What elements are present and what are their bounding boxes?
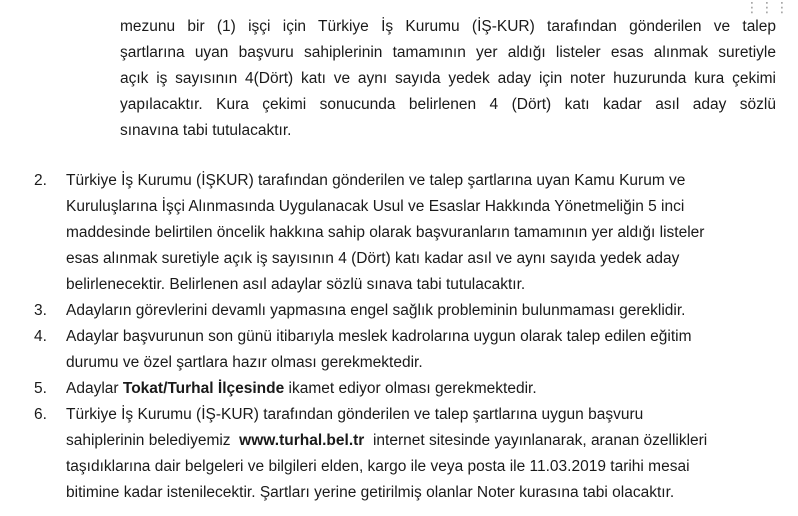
item-text — [66, 298, 780, 324]
text-line — [66, 376, 780, 402]
item-text — [66, 376, 780, 402]
text-line: maddesinde belirtilen öncelik hakkına sahip olarak başvuranların tamamının yer aldığı listeler — [66, 224, 705, 241]
text-line — [66, 428, 780, 454]
text-line: Türkiye İş Kurumu (İŞKUR) tarafından gönderilen ve talep şartlarına uyan Kamu Kurum ve — [66, 172, 686, 189]
intro-paragraph — [120, 14, 776, 144]
text-segment: sahiplerinin belediyemiz — [66, 432, 240, 449]
item-number: 2. — [34, 172, 47, 189]
text-line: belirlenecektir. Belirlenen asıl adaylar sözlü sınava tabi tutulacaktır. — [66, 276, 526, 293]
location-bold: Tokat/Turhal İlçesinde — [122, 380, 285, 397]
text-line: esas alınmak suretiyle açık iş sayısının 4 (Dört) katı kadar asıl ve aynı sayıda yedek aday — [66, 250, 680, 267]
text-line: taşıdıklarına dair belgeleri ve bilgileri elden, kargo ile veya posta ile 11.03.2019 tarihi mesai — [66, 458, 690, 475]
text-line: bitimine kadar istenilecektir. Şartları yerine getirilmiş olanlar Noter kurasına tabi olacaktır. — [66, 484, 675, 501]
item-number: 4. — [34, 328, 47, 345]
more-dots-icon[interactable]: ⋮⋮⋮ — [745, 0, 790, 15]
text-line: açık iş sayısının 4(Dört) katı ve aynı sayıda yedek aday için noter huzurunda kura çekimi — [120, 70, 776, 87]
item-number: 5. — [34, 380, 47, 397]
text-segment: Adaylar — [66, 380, 123, 397]
item-text — [66, 402, 780, 506]
text-segment: ikamet ediyor olması gerekmektedir. — [284, 380, 537, 397]
text-line: sınavına tabi tutulacaktır. — [120, 122, 292, 139]
text-line: Adaylar başvurunun son günü itibarıyla meslek kadrolarına uygun olarak talep edilen eğitim — [66, 328, 692, 345]
website-link[interactable]: www.turhal.bel.tr — [239, 432, 365, 449]
item-number: 3. — [34, 302, 47, 319]
text-line: durumu ve özel şartlara hazır olması gerekmektedir. — [66, 354, 423, 371]
text-line: yapılacaktır. Kura çekimi sonucunda belirlenen 4 (Dört) katı kadar asıl aday sözlü — [120, 96, 776, 113]
text-segment: internet sitesinde yayınlanarak, aranan özellikleri — [364, 432, 708, 449]
item-text — [66, 324, 780, 376]
item-number: 6. — [34, 406, 47, 423]
text-line: Kuruluşlarına İşçi Alınmasında Uygulanacak Usul ve Esaslar Hakkında Yönetmeliğin 5 inci — [66, 198, 685, 215]
text-line: Türkiye İş Kurumu (İŞ-KUR) tarafından gönderilen ve talep şartlarına uygun başvuru — [66, 406, 644, 423]
text-line: şartlarına uyan başvuru sahiplerinin tamamının yer aldığı listeler esas alınmak suretiyle — [120, 44, 776, 61]
item-text — [66, 168, 780, 298]
text-line: mezunu bir (1) işçi için Türkiye İş Kurumu (İŞ-KUR) tarafından gönderilen ve talep — [120, 18, 776, 35]
text-line: Adayların görevlerini devamlı yapmasına engel sağlık probleminin bulunmaması gereklidir. — [66, 302, 686, 319]
